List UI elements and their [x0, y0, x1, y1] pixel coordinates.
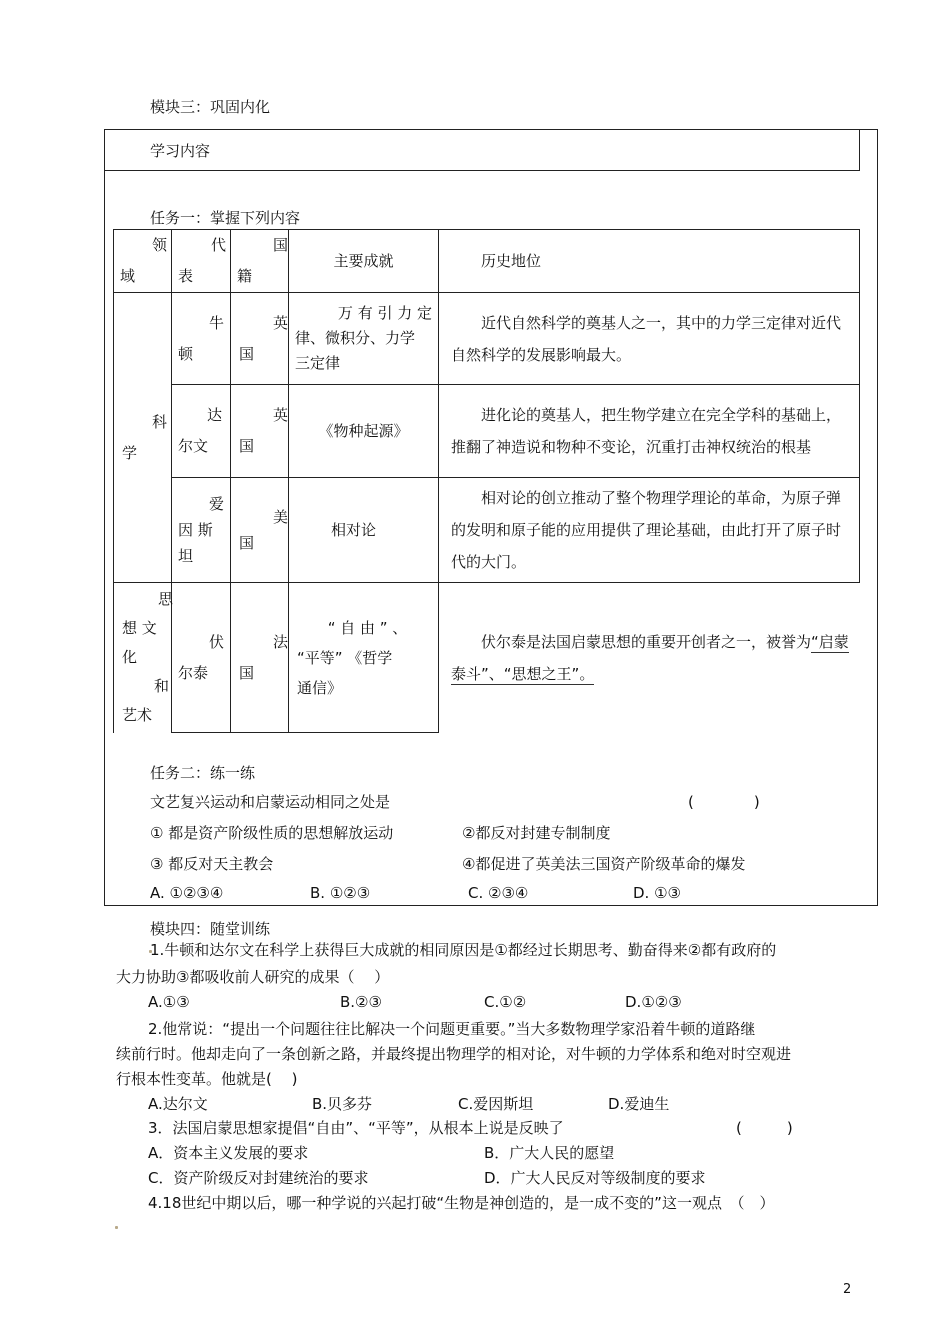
achievement-cell: 相对论: [289, 478, 439, 583]
rep-name: 伏 尔泰: [172, 583, 231, 733]
q1-choice-a: A.①③: [148, 993, 190, 1011]
page-number: 2: [843, 1282, 852, 1297]
q2-line3: 行根本性变革。他就是( ): [116, 1070, 298, 1088]
rep-name: 爱 因 斯 坦: [172, 478, 231, 583]
q1-line1: 1.牛顿和达尔文在科学上获得巨大成就的相同原因是①都经过长期思考、勤奋得来②都有政府的: [150, 941, 777, 959]
status-cell: 相对论的创立推动了整个物理学理论的革命，为原子弹的发明和原子能的应用提供了理论基础，由此打开了原子时代的大门。: [439, 478, 860, 583]
learning-frame-header: [104, 129, 860, 171]
q2-choice-b: B.贝多芬: [312, 1095, 373, 1113]
module3-title: 模块三：巩固内化: [150, 98, 271, 116]
q4-line1: 4.18世纪中期以后，哪一种学说的兴起打破“生物是神创造的，是一成不变的”这一观点 （ ）: [148, 1194, 775, 1212]
field-science: 科 学: [114, 293, 172, 583]
task2-option-2: ②都反对封建专制制度: [462, 824, 611, 842]
q2-line1: 2.他常说：“提出一个问题往往比解决一个问题更重要。”当大多数物理学家沿着牛顿的道路继: [148, 1020, 756, 1038]
header-nationality: 国 籍: [231, 230, 289, 293]
q3-choice-d: D．广大人民反对等级制度的要求: [484, 1169, 706, 1187]
status-underlined: “启蒙泰斗”、“思想之王”。: [451, 632, 849, 683]
achievement-cell: 万 有 引 力 定 律、微积分、力学 三定律: [289, 293, 439, 385]
achievement-cell: “ 自 由 ” 、 “平等” 《哲学 通信》: [289, 583, 439, 733]
status-cell: 伏尔泰是法国启蒙思想的重要开创者之一，被誉为“启蒙泰斗”、“思想之王”。: [439, 583, 860, 733]
achievement-table: [113, 229, 860, 733]
learning-content-label: 学习内容: [150, 142, 211, 160]
field-culture: 思 想 文 化 和 艺术: [114, 583, 172, 733]
q1-line2: 大力协助③都吸收前人研究的成果（ ）: [116, 968, 390, 986]
table-row: [114, 385, 860, 478]
speck-mark: [115, 1226, 118, 1229]
table-header-row: [114, 230, 860, 293]
table-row: [114, 478, 860, 583]
q1-choice-d: D.①②③: [625, 993, 682, 1011]
achievement-cell: 《物种起源》: [289, 385, 439, 478]
header-field: 领 域: [114, 230, 172, 293]
q2-choice-d: D.爱迪生: [608, 1095, 670, 1113]
table-row: [114, 293, 860, 385]
header-status: 历史地位: [439, 230, 860, 293]
rep-nationality: 英 国: [231, 293, 289, 385]
rep-name: 牛 顿: [172, 293, 231, 385]
task2-choice-c: C. ②③④: [468, 884, 529, 902]
rep-nationality: 英 国: [231, 385, 289, 478]
task2-option-4: ④都促进了英美法三国资产阶级革命的爆发: [462, 855, 746, 873]
status-cell: 近代自然科学的奠基人之一，其中的力学三定律对近代自然科学的发展影响最大。: [439, 293, 860, 385]
task2-choice-a: A. ①②③④: [150, 884, 224, 902]
task2-question: 文艺复兴运动和启蒙运动相同之处是: [150, 793, 391, 811]
header-representative: 代 表: [172, 230, 231, 293]
task2-choice-d: D. ①③: [633, 884, 681, 902]
q2-line2: 续前行时。他却走向了一条创新之路，并最终提出物理学的相对论，对牛顿的力学体系和绝对时空观进: [116, 1045, 792, 1063]
q2-choice-c: C.爱因斯坦: [458, 1095, 534, 1113]
task2-choice-b: B. ①②③: [310, 884, 371, 902]
rep-nationality: 法 国: [231, 583, 289, 733]
q3-choice-a: A．资本主义发展的要求: [148, 1144, 309, 1162]
task2-answer-paren: ( ): [688, 793, 760, 811]
q1-choice-c: C.①②: [484, 993, 527, 1011]
task2-option-1: ① 都是资产阶级性质的思想解放运动: [150, 824, 394, 842]
task2-option-3: ③ 都反对天主教会: [150, 855, 274, 873]
q3-choice-c: C．资产阶级反对封建统治的要求: [148, 1169, 369, 1187]
q3-line1: 3．法国启蒙思想家提倡“自由”、“平等”，从根本上说是反映了: [148, 1119, 564, 1137]
q3-answer-paren: ( ): [736, 1119, 793, 1137]
task1-title: 任务一：掌握下列内容: [150, 209, 301, 227]
status-cell: 进化论的奠基人，把生物学建立在完全学科的基础上，推翻了神造说和物种不变论，沉重打击神权统治的根基: [439, 385, 860, 478]
rep-name: 达 尔文: [172, 385, 231, 478]
q3-choice-b: B．广大人民的愿望: [484, 1144, 615, 1162]
rep-nationality: 美 国: [231, 478, 289, 583]
header-achievement: 主要成就: [289, 230, 439, 293]
table-row: [114, 583, 860, 733]
q2-choice-a: A.达尔文: [148, 1095, 208, 1113]
q1-choice-b: B.②③: [340, 993, 382, 1011]
module4-title: 模块四：随堂训练: [150, 920, 271, 938]
task2-title: 任务二：练一练: [150, 764, 256, 782]
